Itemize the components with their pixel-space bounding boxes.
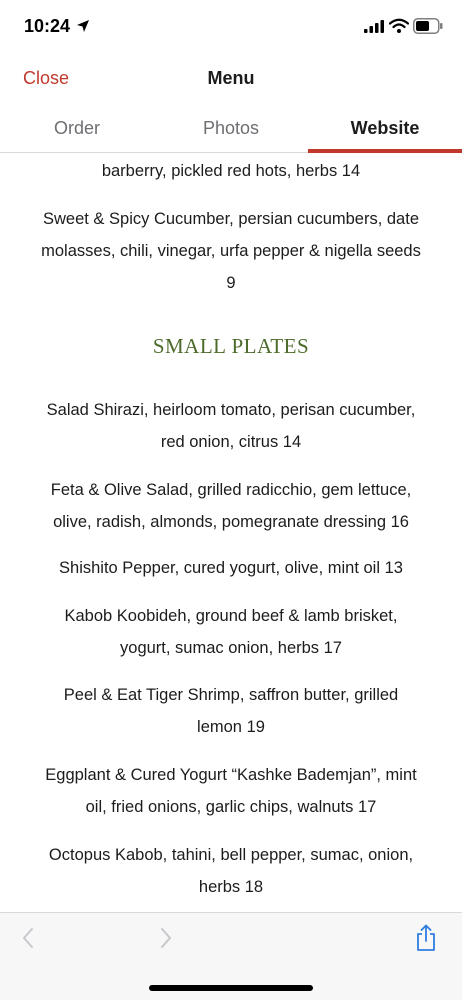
menu-item-line: molasses, chili, vinegar, urfa pepper & nigella seeds <box>41 242 421 260</box>
tab-website[interactable]: Website <box>350 118 420 138</box>
tab-photos[interactable]: Photos <box>202 118 260 138</box>
status-time: 10:24 <box>24 16 71 36</box>
website-content[interactable] <box>0 153 462 912</box>
menu-item <box>14 552 448 584</box>
menu-item-line: Peel & Eat Tiger Shrimp, saffron butter, grilled <box>63 686 399 704</box>
menu-item <box>14 679 448 743</box>
back-chevron-icon[interactable] <box>20 927 36 949</box>
menu-item-line: lemon 19 <box>197 718 265 736</box>
menu-item-line: Feta & Olive Salad, grilled radicchio, gem lettuce, <box>50 481 412 499</box>
forward-chevron-icon[interactable] <box>158 927 174 949</box>
menu-item-line: Sweet & Spicy Cucumber, persian cucumbers, date <box>42 210 419 228</box>
menu-item-line: 9 <box>226 274 236 292</box>
home-indicator <box>149 985 313 991</box>
menu-item-cucumber <box>14 203 448 299</box>
menu-item <box>14 759 448 823</box>
section-heading-small-plates: SMALL PLATES <box>152 334 310 358</box>
menu-item-line: herbs 18 <box>198 878 264 896</box>
browser-toolbar <box>0 912 462 1000</box>
menu-item-line: Octopus Kabob, tahini, bell pepper, sumac, onion, <box>48 846 414 864</box>
menu-item <box>14 600 448 664</box>
menu-item-text: barberry, pickled red hots, herbs 14 <box>101 162 361 180</box>
nav-header <box>0 56 462 100</box>
menu-item <box>14 474 448 538</box>
close-button[interactable]: Close <box>23 68 70 88</box>
menu-item-line: red onion, citrus 14 <box>160 433 302 451</box>
menu-item <box>14 839 448 903</box>
menu-item-line: yogurt, sumac onion, herbs 17 <box>120 639 342 657</box>
tab-bar <box>0 108 462 153</box>
signal-icon <box>364 20 384 33</box>
menu-item-line: Eggplant & Cured Yogurt “Kashke Bademjan”, mint <box>45 766 417 784</box>
menu-item-partial <box>14 155 448 187</box>
menu-item-line: olive, radish, almonds, pomegranate dressing 16 <box>53 513 409 531</box>
menu-item <box>14 394 448 458</box>
menu-item-line: Salad Shirazi, heirloom tomato, perisan cucumber, <box>46 401 416 419</box>
menu-item-line: Shishito Pepper, cured yogurt, olive, mint oil 13 <box>59 559 403 577</box>
location-arrow-icon <box>76 19 90 33</box>
page-title: Menu <box>207 68 255 88</box>
status-bar <box>0 0 462 56</box>
share-icon[interactable] <box>415 924 437 952</box>
menu-item-line: oil, fried onions, garlic chips, walnuts 17 <box>85 798 377 816</box>
battery-icon <box>413 18 443 34</box>
menu-item-line: Kabob Koobideh, ground beef & lamb brisket, <box>64 607 398 625</box>
tab-order[interactable]: Order <box>53 118 100 138</box>
wifi-icon <box>389 18 409 33</box>
